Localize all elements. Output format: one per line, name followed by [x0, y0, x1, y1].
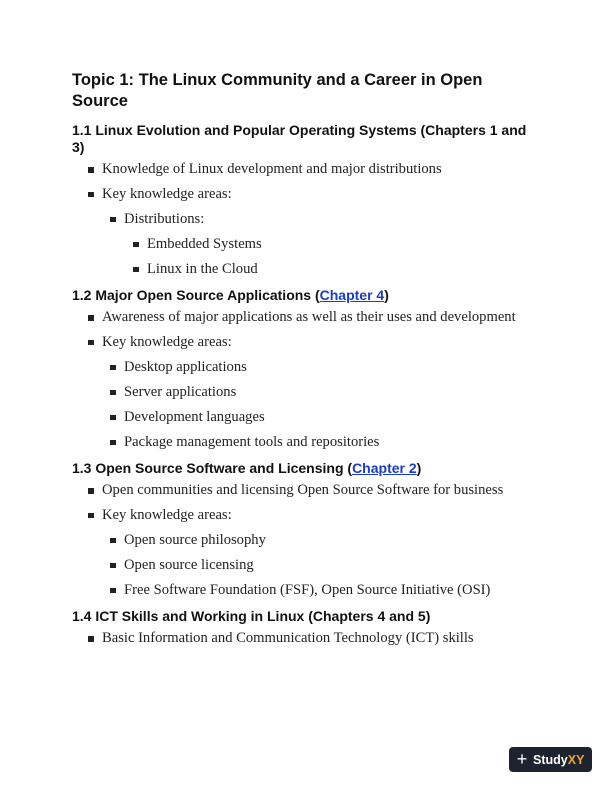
list-item: Key knowledge areas: — [72, 186, 542, 204]
section-heading: 1.4 ICT Skills and Working in Linux (Chapters 4 and 5) — [72, 608, 431, 625]
section-heading — [72, 287, 542, 304]
section-1-2 — [72, 287, 542, 451]
list-item: Awareness of major applications as well as their uses and development — [72, 309, 542, 327]
list-item: Embedded Systems — [72, 236, 542, 254]
list-item: Linux in the Cloud — [72, 261, 542, 279]
section-heading: 1.1 Linux Evolution and Popular Operating Systems (Chapters 1 and 3) — [72, 122, 527, 155]
list-item: Development languages — [72, 409, 542, 427]
heading-text: 1.3 Open Source Software and Licensing ( — [72, 460, 353, 477]
section-heading — [72, 460, 542, 477]
section-1-1 — [72, 122, 542, 278]
section-1-4 — [72, 608, 542, 648]
list-item: Free Software Foundation (FSF), Open Source Initiative (OSI) — [72, 582, 542, 600]
heading-text: ) — [416, 460, 422, 477]
list-item: Distributions: — [72, 211, 542, 229]
page-title: Topic 1: The Linux Community and a Career in Open Source — [72, 71, 483, 110]
chapter-2-link[interactable]: Chapter 2 — [352, 460, 417, 477]
badge-name: Study — [533, 752, 568, 767]
plus-icon: + — [516, 749, 528, 769]
section-1-3 — [72, 460, 542, 599]
list-item: Desktop applications — [72, 359, 542, 377]
chapter-4-link[interactable]: Chapter 4 — [319, 287, 385, 304]
list-item: Open source licensing — [72, 557, 542, 575]
list-item: Package management tools and repositories — [72, 434, 542, 452]
list-item: Key knowledge areas: — [72, 334, 542, 352]
studyxy-badge[interactable] — [509, 747, 592, 772]
document-page — [72, 70, 542, 657]
list-item: Knowledge of Linux development and major distributions — [72, 161, 542, 179]
badge-accent: XY — [567, 752, 585, 767]
heading-text: ) — [384, 287, 389, 304]
heading-text: 1.2 Major Open Source Applications ( — [72, 287, 320, 304]
list-item: Open communities and licensing Open Source Software for business — [72, 482, 542, 500]
list-item: Open source philosophy — [72, 532, 542, 550]
list-item: Basic Information and Communication Technology (ICT) skills — [72, 630, 542, 648]
list-item: Key knowledge areas: — [72, 507, 542, 525]
list-item: Server applications — [72, 384, 542, 402]
